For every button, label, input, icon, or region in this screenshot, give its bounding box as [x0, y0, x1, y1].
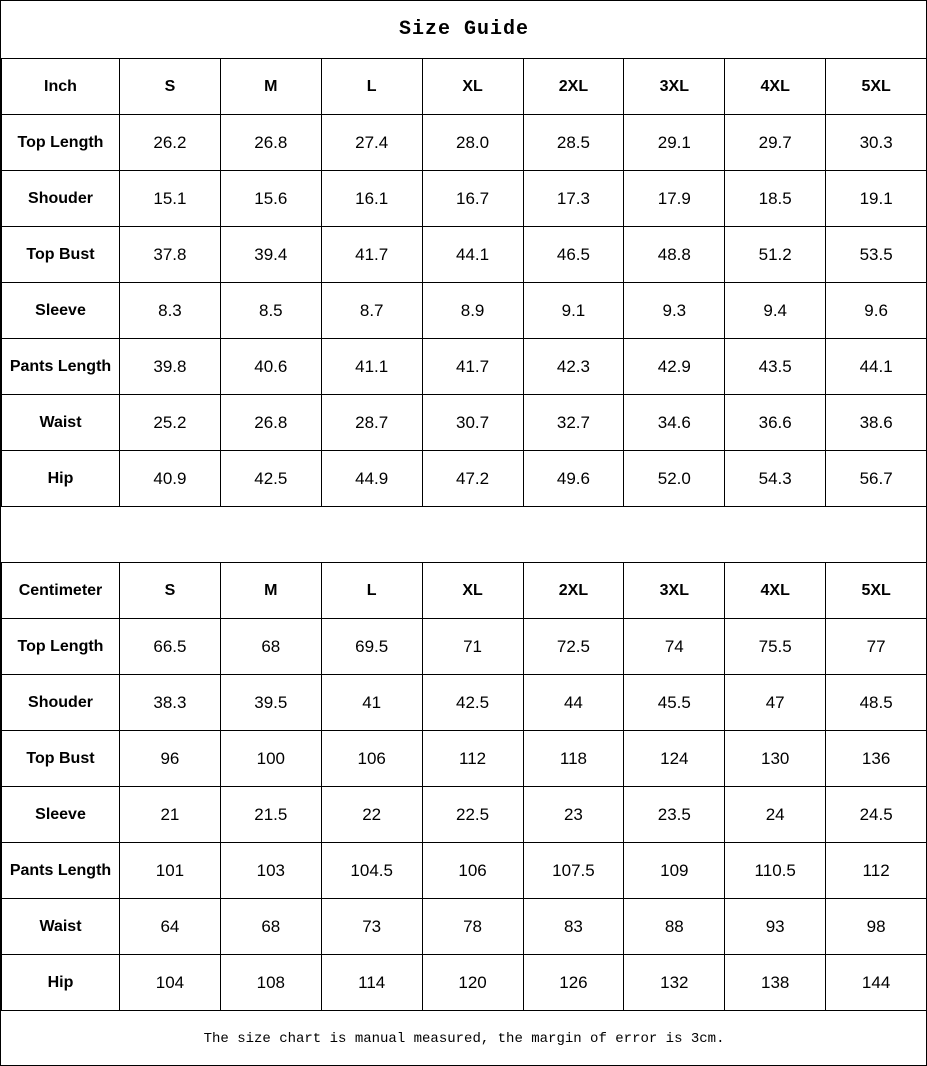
measurement-label: Top Length: [2, 115, 120, 171]
measurement-value: 38.3: [120, 675, 221, 731]
measurement-row: [2, 731, 927, 787]
measurement-row: [2, 787, 927, 843]
size-column-header: XL: [422, 59, 523, 115]
measurement-value: 34.6: [624, 395, 725, 451]
measurement-value: 26.8: [220, 115, 321, 171]
measurement-value: 75.5: [725, 619, 826, 675]
measurement-value: 136: [826, 731, 927, 787]
measurement-value: 47: [725, 675, 826, 731]
size-header-row-centimeter: [2, 563, 927, 619]
measurement-label: Sleeve: [2, 787, 120, 843]
size-column-header: 4XL: [725, 563, 826, 619]
measurement-value: 48.5: [826, 675, 927, 731]
measurement-row: [2, 675, 927, 731]
measurement-row: [2, 899, 927, 955]
measurement-value: 118: [523, 731, 624, 787]
measurement-value: 39.5: [220, 675, 321, 731]
measurement-value: 74: [624, 619, 725, 675]
measurement-value: 41: [321, 675, 422, 731]
measurement-value: 68: [220, 619, 321, 675]
measurement-value: 22.5: [422, 787, 523, 843]
measurement-value: 16.1: [321, 171, 422, 227]
unit-label: Inch: [2, 59, 120, 115]
measurement-value: 48.8: [624, 227, 725, 283]
measurement-value: 114: [321, 955, 422, 1011]
measurement-value: 9.6: [826, 283, 927, 339]
footer-row: [2, 1011, 927, 1066]
measurement-value: 98: [826, 899, 927, 955]
measurement-value: 37.8: [120, 227, 221, 283]
measurement-value: 29.7: [725, 115, 826, 171]
measurement-label: Top Bust: [2, 227, 120, 283]
measurement-value: 112: [422, 731, 523, 787]
measurement-value: 9.3: [624, 283, 725, 339]
measurement-value: 56.7: [826, 451, 927, 507]
measurement-value: 8.9: [422, 283, 523, 339]
measurement-value: 32.7: [523, 395, 624, 451]
measurement-value: 104.5: [321, 843, 422, 899]
measurement-value: 24.5: [826, 787, 927, 843]
measurement-value: 25.2: [120, 395, 221, 451]
section-gap-cell: [2, 507, 927, 563]
size-column-header: 2XL: [523, 59, 624, 115]
size-column-header: S: [120, 59, 221, 115]
measurement-value: 23: [523, 787, 624, 843]
measurement-value: 8.5: [220, 283, 321, 339]
measurement-row: [2, 395, 927, 451]
size-table-body: [2, 1, 927, 1066]
measurement-row: [2, 227, 927, 283]
measurement-value: 51.2: [725, 227, 826, 283]
size-header-row-inch: [2, 59, 927, 115]
measurement-value: 41.1: [321, 339, 422, 395]
page-title: Size Guide: [2, 1, 927, 59]
measurement-value: 106: [321, 731, 422, 787]
size-column-header: L: [321, 59, 422, 115]
measurement-value: 132: [624, 955, 725, 1011]
measurement-value: 39.8: [120, 339, 221, 395]
measurement-value: 40.6: [220, 339, 321, 395]
measurement-row: [2, 283, 927, 339]
measurement-value: 120: [422, 955, 523, 1011]
measurement-label: Waist: [2, 395, 120, 451]
measurement-label: Top Bust: [2, 731, 120, 787]
measurement-value: 42.5: [220, 451, 321, 507]
measurement-value: 9.4: [725, 283, 826, 339]
measurement-value: 68: [220, 899, 321, 955]
measurement-value: 107.5: [523, 843, 624, 899]
measurement-value: 52.0: [624, 451, 725, 507]
size-column-header: XL: [422, 563, 523, 619]
measurement-value: 43.5: [725, 339, 826, 395]
size-column-header: 4XL: [725, 59, 826, 115]
measurement-value: 21: [120, 787, 221, 843]
measurement-value: 28.5: [523, 115, 624, 171]
measurement-label: Pants Length: [2, 339, 120, 395]
measurement-value: 8.3: [120, 283, 221, 339]
measurement-value: 72.5: [523, 619, 624, 675]
measurement-value: 24: [725, 787, 826, 843]
measurement-label: Hip: [2, 955, 120, 1011]
measurement-value: 9.1: [523, 283, 624, 339]
measurement-value: 124: [624, 731, 725, 787]
measurement-label: Shouder: [2, 675, 120, 731]
measurement-value: 17.9: [624, 171, 725, 227]
measurement-value: 15.6: [220, 171, 321, 227]
size-column-header: S: [120, 563, 221, 619]
measurement-value: 18.5: [725, 171, 826, 227]
measurement-value: 93: [725, 899, 826, 955]
measurement-value: 22: [321, 787, 422, 843]
size-guide-table: [1, 1, 927, 1066]
measurement-label: Top Length: [2, 619, 120, 675]
measurement-row: [2, 451, 927, 507]
measurement-value: 108: [220, 955, 321, 1011]
measurement-value: 64: [120, 899, 221, 955]
measurement-value: 15.1: [120, 171, 221, 227]
measurement-value: 100: [220, 731, 321, 787]
measurement-value: 23.5: [624, 787, 725, 843]
measurement-value: 144: [826, 955, 927, 1011]
measurement-row: [2, 339, 927, 395]
measurement-value: 101: [120, 843, 221, 899]
measurement-row: [2, 955, 927, 1011]
measurement-value: 42.9: [624, 339, 725, 395]
measurement-value: 41.7: [321, 227, 422, 283]
measurement-value: 28.7: [321, 395, 422, 451]
measurement-value: 69.5: [321, 619, 422, 675]
measurement-value: 46.5: [523, 227, 624, 283]
measurement-label: Hip: [2, 451, 120, 507]
measurement-value: 26.2: [120, 115, 221, 171]
measurement-value: 42.3: [523, 339, 624, 395]
measurement-value: 17.3: [523, 171, 624, 227]
measurement-value: 88: [624, 899, 725, 955]
size-column-header: M: [220, 563, 321, 619]
measurement-value: 8.7: [321, 283, 422, 339]
measurement-value: 126: [523, 955, 624, 1011]
measurement-value: 47.2: [422, 451, 523, 507]
measurement-value: 96: [120, 731, 221, 787]
measurement-value: 44.1: [826, 339, 927, 395]
measurement-label: Pants Length: [2, 843, 120, 899]
measurement-value: 71: [422, 619, 523, 675]
measurement-value: 54.3: [725, 451, 826, 507]
measurement-value: 130: [725, 731, 826, 787]
measurement-value: 19.1: [826, 171, 927, 227]
measurement-value: 104: [120, 955, 221, 1011]
measurement-value: 45.5: [624, 675, 725, 731]
title-row: [2, 1, 927, 59]
size-column-header: L: [321, 563, 422, 619]
measurement-value: 78: [422, 899, 523, 955]
size-column-header: 3XL: [624, 59, 725, 115]
measurement-label: Waist: [2, 899, 120, 955]
measurement-value: 53.5: [826, 227, 927, 283]
measurement-value: 36.6: [725, 395, 826, 451]
measurement-value: 112: [826, 843, 927, 899]
size-column-header: M: [220, 59, 321, 115]
size-column-header: 5XL: [826, 59, 927, 115]
measurement-value: 73: [321, 899, 422, 955]
measurement-value: 26.8: [220, 395, 321, 451]
measurement-value: 28.0: [422, 115, 523, 171]
size-column-header: 3XL: [624, 563, 725, 619]
measurement-row: [2, 843, 927, 899]
measurement-value: 39.4: [220, 227, 321, 283]
measurement-value: 41.7: [422, 339, 523, 395]
measurement-label: Sleeve: [2, 283, 120, 339]
measurement-value: 29.1: [624, 115, 725, 171]
measurement-value: 44.9: [321, 451, 422, 507]
measurement-value: 106: [422, 843, 523, 899]
measurement-value: 44.1: [422, 227, 523, 283]
measurement-value: 42.5: [422, 675, 523, 731]
measurement-value: 77: [826, 619, 927, 675]
measurement-value: 44: [523, 675, 624, 731]
size-column-header: 2XL: [523, 563, 624, 619]
measurement-value: 110.5: [725, 843, 826, 899]
measurement-value: 49.6: [523, 451, 624, 507]
measurement-value: 40.9: [120, 451, 221, 507]
measurement-value: 138: [725, 955, 826, 1011]
measurement-row: [2, 619, 927, 675]
measurement-row: [2, 171, 927, 227]
measurement-row: [2, 115, 927, 171]
unit-label: Centimeter: [2, 563, 120, 619]
measurement-value: 83: [523, 899, 624, 955]
measurement-value: 30.3: [826, 115, 927, 171]
measurement-value: 21.5: [220, 787, 321, 843]
measurement-value: 103: [220, 843, 321, 899]
section-gap-row: [2, 507, 927, 563]
footer-note: The size chart is manual measured, the margin of error is 3cm.: [2, 1011, 927, 1066]
measurement-value: 27.4: [321, 115, 422, 171]
measurement-value: 66.5: [120, 619, 221, 675]
measurement-value: 16.7: [422, 171, 523, 227]
size-column-header: 5XL: [826, 563, 927, 619]
measurement-label: Shouder: [2, 171, 120, 227]
measurement-value: 109: [624, 843, 725, 899]
measurement-value: 30.7: [422, 395, 523, 451]
measurement-value: 38.6: [826, 395, 927, 451]
